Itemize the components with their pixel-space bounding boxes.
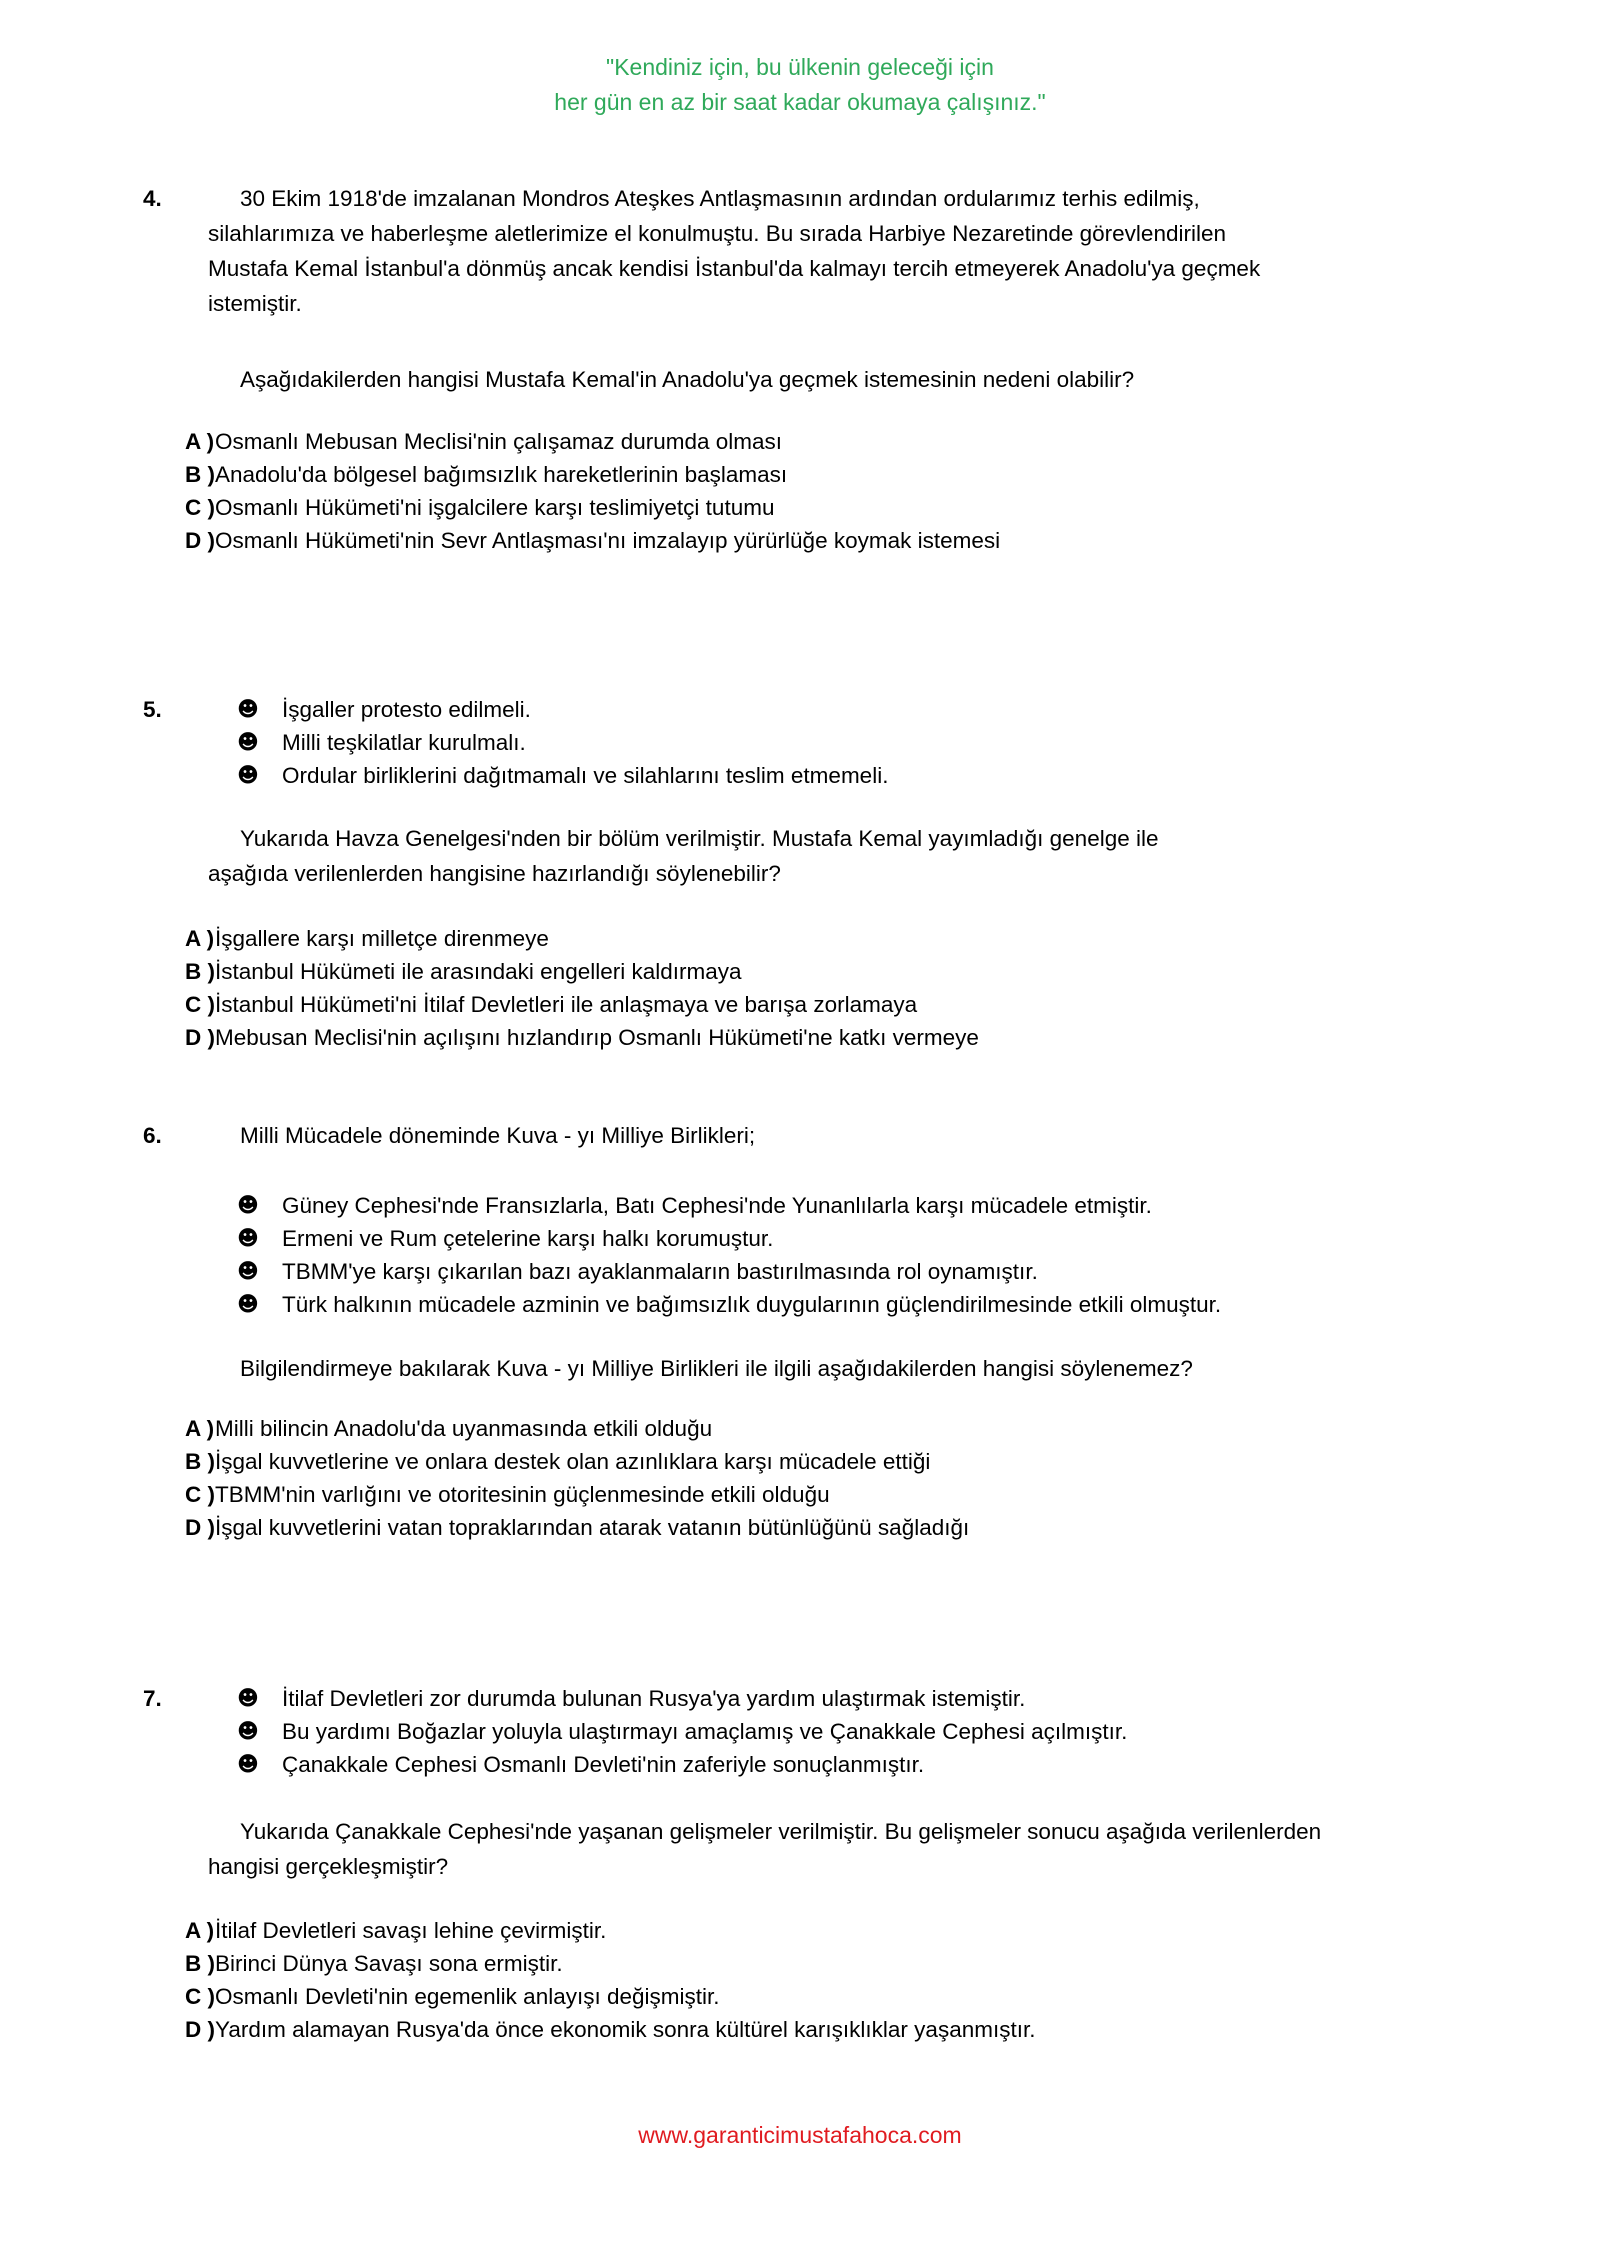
bullet-item [237, 1189, 1600, 1222]
smiley-bullet-icon: ☻ [237, 1752, 259, 1776]
option-text: Mebusan Meclisi'nin açılışını hızlandırıp Osmanlı Hükümeti'ne katkı vermeye [215, 1025, 979, 1050]
question-6-intro: Milli Mücadele döneminde Kuva - yı Milliye Birlikleri; [240, 1123, 756, 1148]
bullet-text: Güney Cephesi'nde Fransızlarla, Batı Cephesi'nde Yunanlılarla karşı mücadele etmiştir. [282, 1193, 1152, 1218]
smiley-bullet-icon: ☻ [237, 1719, 259, 1743]
bullet-item [237, 1748, 1600, 1781]
question-7-options [185, 1914, 1600, 2046]
bullet-text: Bu yardımı Boğazlar yoluyla ulaştırmayı amaçlamış ve Çanakkale Cephesi açılmıştır. [282, 1719, 1128, 1744]
option-text: Anadolu'da bölgesel bağımsızlık hareketlerinin başlaması [215, 462, 788, 487]
bullet-item [237, 1715, 1600, 1748]
option-letter: D ) [185, 1515, 215, 1540]
option-c [185, 1980, 1600, 2013]
option-text: TBMM'nin varlığını ve otoritesinin güçlenmesinde etkili olduğu [215, 1482, 830, 1507]
smiley-bullet-icon: ☻ [237, 1259, 259, 1283]
smiley-bullet-icon: ☻ [237, 1193, 259, 1217]
question-4-options [185, 425, 1600, 557]
option-d [185, 1021, 1600, 1054]
bullet-item [237, 759, 1600, 792]
question-4-intro: 30 Ekim 1918'de imzalanan Mondros Ateşkes Antlaşmasının ardından ordularımız terhis edilmiş, silahlarımıza ve haberleşme aletlerimize el konulmuştu. Bu sırada Harbiye Nezaretinde görevlendirilen Mustafa Kemal İstanbul'a dönmüş ancak kendisi İstanbul'da kalmayı tercih etmeyerek Anadolu'ya geçmek istemiştir. [208, 186, 1261, 316]
option-d [185, 2013, 1600, 2046]
header-quote [0, 0, 1600, 120]
option-text: İşgal kuvvetlerini vatan topraklarından atarak vatanın bütünlüğünü sağladığı [215, 1515, 970, 1540]
option-text: Birinci Dünya Savaşı sona ermiştir. [215, 1951, 563, 1976]
bullet-text: İtilaf Devletleri zor durumda bulunan Rusya'ya yardım ulaştırmak istemiştir. [282, 1686, 1026, 1711]
option-text: Osmanlı Devleti'nin egemenlik anlayışı değişmiştir. [215, 1984, 720, 2009]
header-quote-line-2: her gün en az bir saat kadar okumaya çalışınız." [554, 89, 1046, 115]
option-c [185, 1478, 1600, 1511]
smiley-bullet-icon: ☻ [237, 763, 259, 787]
option-text: İşgallere karşı milletçe direnmeye [215, 926, 549, 951]
option-text: İstanbul Hükümeti ile arasındaki engelleri kaldırmaya [215, 959, 742, 984]
option-letter: B ) [185, 1449, 215, 1474]
option-letter: A ) [185, 1416, 215, 1441]
option-a [185, 425, 1600, 458]
question-6-prompt: Bilgilendirmeye bakılarak Kuva - yı Milliye Birlikleri ile ilgili aşağıdakilerden hangisi söylenemez? [240, 1356, 1193, 1381]
smiley-bullet-icon: ☻ [237, 1292, 259, 1316]
option-letter: C ) [185, 1482, 215, 1507]
bullet-text: İşgaller protesto edilmeli. [282, 697, 531, 722]
question-7-bullets [0, 1682, 1600, 1781]
smiley-bullet-icon: ☻ [237, 697, 259, 721]
option-letter: D ) [185, 1025, 215, 1050]
option-c [185, 988, 1600, 1021]
option-letter: A ) [185, 1918, 215, 1943]
question-5-bullets [0, 693, 1600, 792]
option-b [185, 1947, 1600, 1980]
bullet-item [237, 1288, 1600, 1321]
option-letter: C ) [185, 992, 215, 1017]
option-text: Milli bilincin Anadolu'da uyanmasında etkili olduğu [215, 1416, 713, 1441]
option-d [185, 524, 1600, 557]
option-text: İşgal kuvvetlerine ve onlara destek olan azınlıklara karşı mücadele ettiği [215, 1449, 931, 1474]
option-a [185, 1914, 1600, 1947]
question-5 [0, 693, 1600, 1054]
question-6 [0, 1118, 1600, 1544]
smiley-bullet-icon: ☻ [237, 1226, 259, 1250]
bullet-text: Çanakkale Cephesi Osmanlı Devleti'nin zaferiyle sonuçlanmıştır. [282, 1752, 925, 1777]
option-letter: B ) [185, 462, 215, 487]
question-6-bullets [0, 1189, 1600, 1321]
option-text: Yardım alamayan Rusya'da önce ekonomik sonra kültürel karışıklıklar yaşanmıştır. [215, 2017, 1036, 2042]
option-text: Osmanlı Mebusan Meclisi'nin çalışamaz durumda olması [215, 429, 783, 454]
bullet-item [237, 1682, 1600, 1715]
option-a [185, 922, 1600, 955]
option-b [185, 955, 1600, 988]
question-6-options [185, 1412, 1600, 1544]
question-4 [0, 181, 1600, 557]
option-text: İstanbul Hükümeti'ni İtilaf Devletleri ile anlaşmaya ve barışa zorlamaya [215, 992, 918, 1017]
option-letter: C ) [185, 1984, 215, 2009]
bullet-item [237, 1255, 1600, 1288]
question-5-prompt: Yukarıda Havza Genelgesi'nden bir bölüm verilmiştir. Mustafa Kemal yayımladığı genelge ile aşağıda verilenlerden hangisine hazırlandığı söylenebilir? [208, 826, 1159, 886]
option-letter: B ) [185, 959, 215, 984]
bullet-text: TBMM'ye karşı çıkarılan bazı ayaklanmaların bastırılmasında rol oynamıştır. [282, 1259, 1038, 1284]
question-5-options [185, 922, 1600, 1054]
smiley-bullet-icon: ☻ [237, 730, 259, 754]
bullet-text: Ordular birliklerini dağıtmamalı ve silahlarını teslim etmemeli. [282, 763, 889, 788]
option-c [185, 491, 1600, 524]
option-letter: D ) [185, 2017, 215, 2042]
bullet-item [237, 726, 1600, 759]
bullet-item [237, 693, 1600, 726]
question-7-number: 7. [143, 1686, 162, 1711]
option-text: Osmanlı Hükümeti'nin Sevr Antlaşması'nı imzalayıp yürürlüğe koymak istemesi [215, 528, 1001, 553]
option-a [185, 1412, 1600, 1445]
option-letter: C ) [185, 495, 215, 520]
question-6-number: 6. [143, 1123, 162, 1148]
option-letter: A ) [185, 429, 215, 454]
question-5-number: 5. [143, 697, 162, 722]
question-4-prompt: Aşağıdakilerden hangisi Mustafa Kemal'in Anadolu'ya geçmek istemesinin nedeni olabilir? [240, 367, 1135, 392]
option-b [185, 1445, 1600, 1478]
option-letter: A ) [185, 926, 215, 951]
question-4-number: 4. [143, 186, 162, 211]
option-d [185, 1511, 1600, 1544]
bullet-text: Türk halkının mücadele azminin ve bağımsızlık duygularının güçlendirilmesinde etkili olmuştur. [282, 1292, 1222, 1317]
option-letter: D ) [185, 528, 215, 553]
bullet-text: Ermeni ve Rum çetelerine karşı halkı korumuştur. [282, 1226, 774, 1251]
bullet-item [237, 1222, 1600, 1255]
footer-website-link[interactable]: www.garanticimustafahoca.com [638, 2122, 962, 2148]
option-text: İtilaf Devletleri savaşı lehine çevirmiştir. [215, 1918, 607, 1943]
option-b [185, 458, 1600, 491]
footer [0, 2118, 1600, 2153]
question-7 [0, 1682, 1600, 2046]
header-quote-line-1: "Kendiniz için, bu ülkenin geleceği için [606, 54, 994, 80]
smiley-bullet-icon: ☻ [237, 1686, 259, 1710]
option-text: Osmanlı Hükümeti'ni işgalcilere karşı teslimiyetçi tutumu [215, 495, 775, 520]
option-letter: B ) [185, 1951, 215, 1976]
bullet-text: Milli teşkilatlar kurulmalı. [282, 730, 526, 755]
question-7-prompt: Yukarıda Çanakkale Cephesi'nde yaşanan gelişmeler verilmiştir. Bu gelişmeler sonucu aşağıda verilenlerden hangisi gerçekleşmiştir? [208, 1819, 1322, 1879]
